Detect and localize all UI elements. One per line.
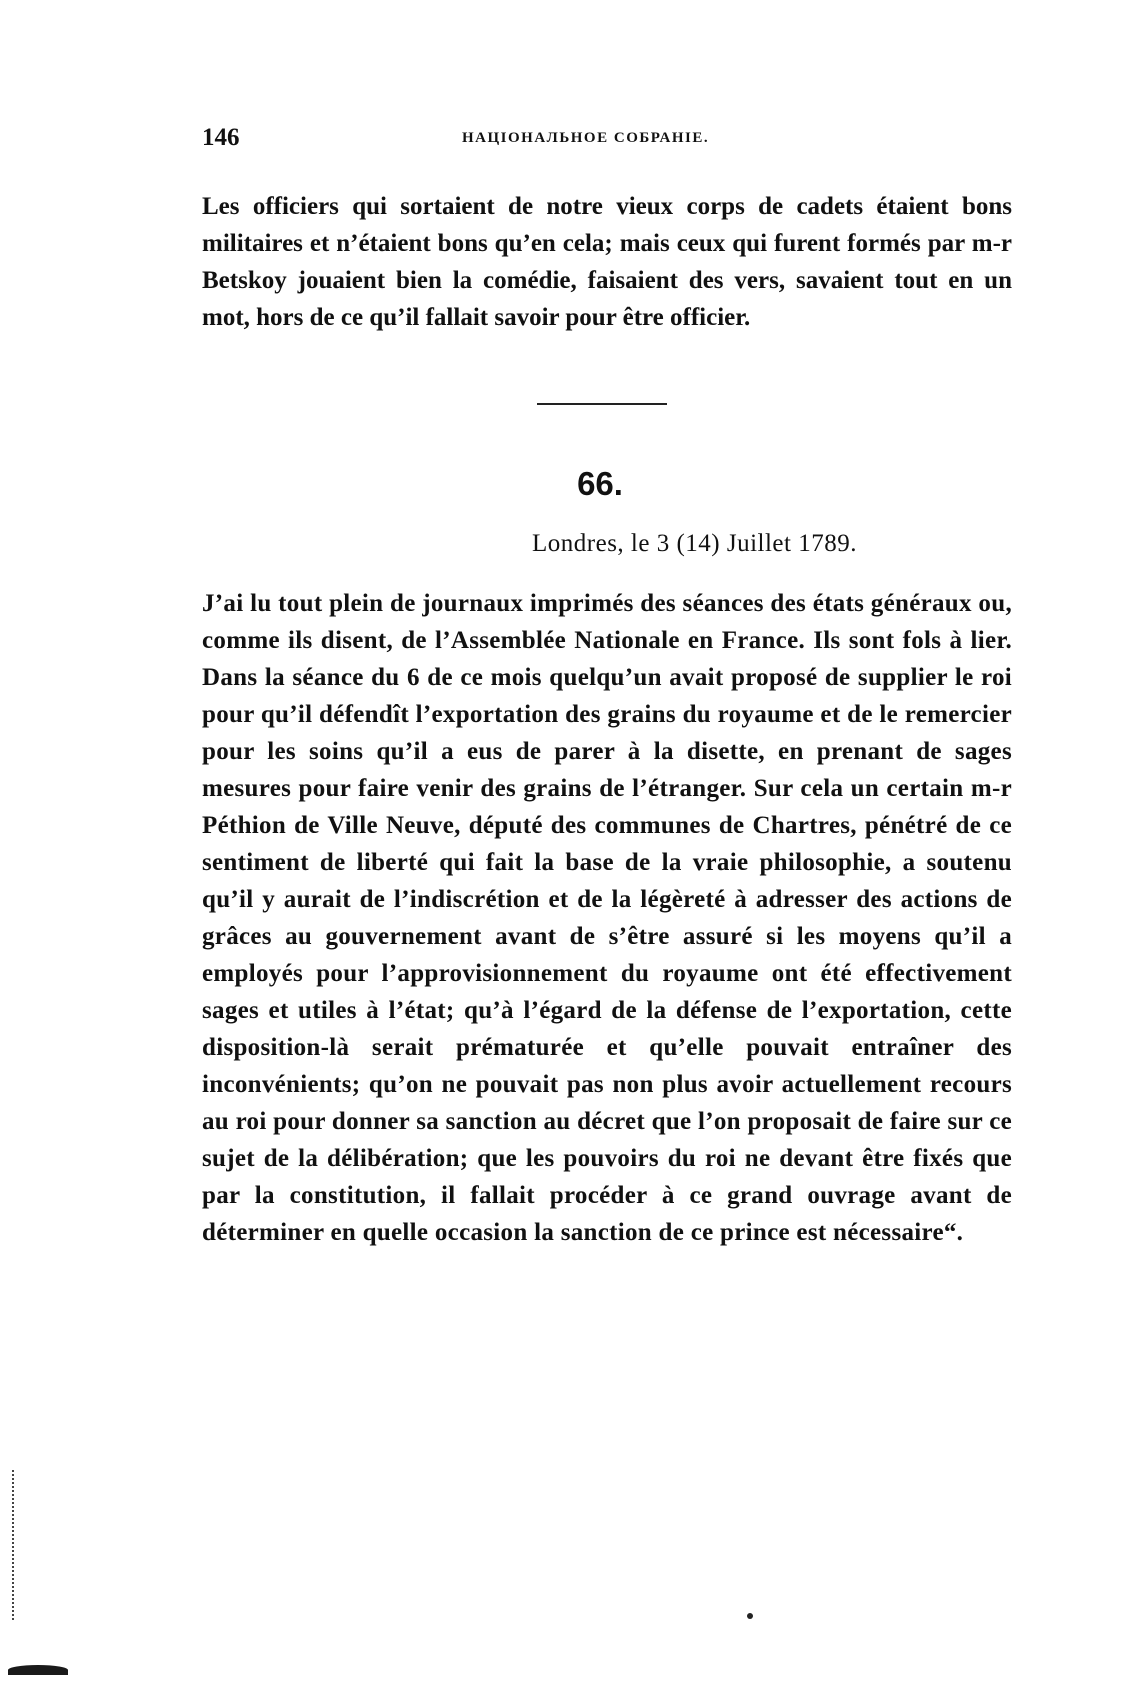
dateline: Londres, le 3 (14) Juillet 1789. [532, 530, 857, 557]
section-divider [537, 403, 667, 405]
paragraph-1: Les officiers qui sortaient de notre vieux corps de cadets étaient bons militaires et n’étaient bons qu’en cela; mais ceux qui furent formés par m-r Betskoy jouaient bien la comédie, faisaient des vers, savaient tout en un mot, hors de ce qu’il fallait savoir pour être officier. [202, 193, 1012, 331]
scan-edge-mark [8, 1665, 68, 1675]
page-header [202, 124, 922, 158]
ink-dot [747, 1613, 753, 1619]
letter-number: 66. [577, 465, 623, 502]
running-title: НАЦIОНАЛЬНОЕ СОБРАНIЕ. [462, 130, 710, 146]
page-number: 146 [202, 124, 240, 151]
paragraph-2: J’ai lu tout plein de journaux imprimés des séances des états généraux ou, comme ils disent, de l’Assemblée Nationale en France. Ils sont fols à lier. Dans la séance du 6 de ce mois quelqu’un avait proposé de supplier le roi pour qu’il défendît l’exportation des grains du royaume et de le remercier pour les soins qu’il a eus de parer à la disette, en prenant de sages mesures pour faire venir des grains de l’étranger. Sur cela un certain m-r Péthion de Ville Neuve, député des communes de Chartres, pénétré de ce sentiment de liberté qui fait la base de la vraie philosophie, a soutenu qu’il y aurait de l’indiscrétion et de la légèreté à adresser des actions de grâces au gouvernement avant de s’être assuré si les moyens qu’il a employés pour l’approvisionnement du royaume ont été effectivement sages et utiles à l’état; qu’à l’égard de la défense de l’exportation, cette disposition-là serait prématurée et qu’elle pouvait entraîner des inconvénients; qu’on ne pouvait pas non plus avoir actuellement recours au roi pour donner sa sanction au décret que l’on proposait de faire sur ce sujet de la délibération; que les pouvoirs du roi ne devant être fixés que par la constitution, il fallait procéder à ce grand ouvrage avant de déterminer en quelle occasion la sanction de ce prince est nécessaire“. [202, 590, 1012, 1246]
margin-mark [12, 1470, 16, 1620]
